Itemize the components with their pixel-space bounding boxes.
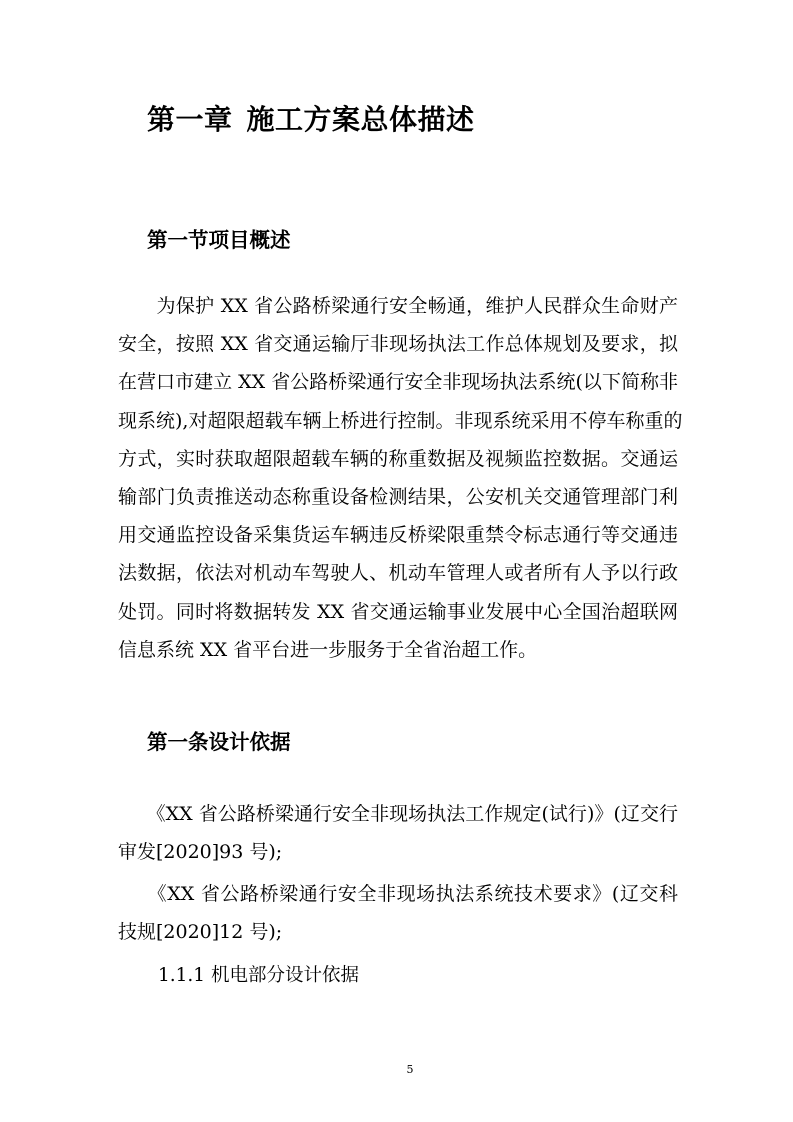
paragraph-line: 法数据，依法对机动车驾驶人、机动车管理人或者所有人予以行政: [118, 562, 678, 585]
section-title: 第一节项目概述: [147, 228, 291, 252]
paragraph-line: 用交通监控设备采集货运车辆违反桥梁限重禁令标志通行等交通违: [118, 524, 678, 547]
paragraph-line: 技规[2020]12 号);: [118, 921, 283, 944]
paragraph-line: 《XX 省公路桥梁通行安全非现场执法系统技术要求》(辽交科: [118, 883, 678, 905]
paragraph-line: 在营口市建立 XX 省公路桥梁通行安全非现场执法系统(以下简称非: [118, 371, 678, 394]
paragraph-line: 方式，实时获取超限超载车辆的称重数据及视频监控数据。交通运: [118, 447, 678, 470]
paragraph-line: 处罚。同时将数据转发 XX 省交通运输事业发展中心全国治超联网: [118, 600, 678, 623]
paragraph-line: 为保护 XX 省公路桥梁通行安全畅通，维护人民群众生命财产: [118, 295, 678, 317]
paragraph-line: 安全，按照 XX 省交通运输厅非现场执法工作总体规划及要求，拟: [118, 333, 678, 356]
paragraph-line: 审发[2020]93 号);: [118, 841, 283, 864]
article-title: 第一条设计依据: [147, 730, 291, 754]
paragraph-line: 《XX 省公路桥梁通行安全非现场执法工作规定(试行)》(辽交行: [118, 803, 678, 825]
basis-item-rules: [118, 795, 678, 871]
basis-item-technical-requirements: [118, 875, 678, 951]
paragraph-line: 信息系统 XX 省平台进一步服务于全省治超工作。: [118, 638, 538, 661]
chapter-number-label: 第一章: [147, 103, 233, 136]
page-number: 5: [406, 1063, 414, 1076]
chapter-title: [147, 98, 475, 142]
subsection-heading: [158, 960, 359, 992]
subsection-number: 1.1.1: [158, 965, 206, 986]
overview-paragraph: [118, 287, 683, 669]
paragraph-line: 输部门负责推送动态称重设备检测结果，公安机关交通管理部门利: [118, 485, 678, 508]
subsection-title: 机电部分设计依据: [210, 965, 359, 986]
paragraph-line: 现系统),对超限超载车辆上桥进行控制。非现系统采用不停车称重的: [118, 409, 683, 432]
chapter-title-text: 施工方案总体描述: [246, 103, 475, 136]
